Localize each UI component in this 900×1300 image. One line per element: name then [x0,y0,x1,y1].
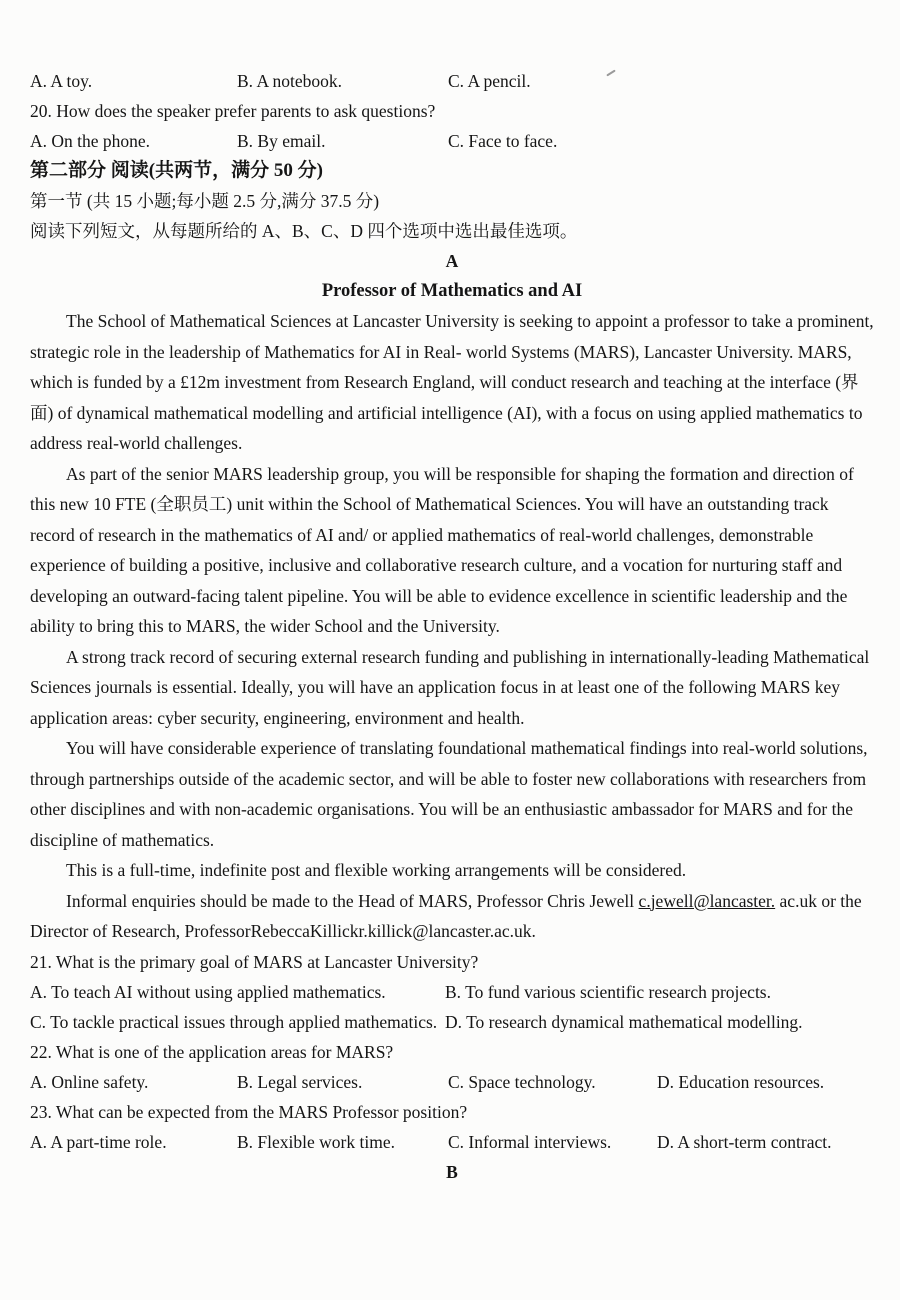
part2-instruction: 阅读下列短文，从每题所给的 A、B、C、D 四个选项中选出最佳选项。 [30,221,578,241]
q19-option-c: C. A pencil. [448,71,531,91]
q19-option-b: B. A notebook. [237,71,343,91]
passage-a-paragraph-1: The School of Mathematical Sciences at Lancaster University is seeking to appoint a professor to take a prominent, strategic role in the leadership of Mathematics for AI in Real- world Systems (MARS), Lancaster University. MARS, which is funded by a £12m investment from Research England, will conduct research and teaching at the interface (界面) of dynamical mathematical modelling and artificial intelligence (AI), with a focus on using applied mathematics to address real-world challenges. [30,311,874,453]
q23-options-row [30,1127,874,1157]
q22-options-row [30,1067,874,1097]
q21-options-row-2 [30,1007,874,1037]
q21-option-b: B. To fund various scientific research projects. [445,981,771,1002]
passage-b-label: B [446,1161,458,1182]
q21-options-row-1 [30,977,874,1007]
passage-a-paragraph-2: As part of the senior MARS leadership group, you will be responsible for shaping the formation and direction of this new 10 FTE (全职员工) unit within the School of Mathematical Sciences. You will have an outstanding track record of research in the mathematics of AI and/ or applied mathematics of real-world challenges, demonstrable experience of building a positive, inclusive and collaborative research culture, and a vocation for nurturing staff and developing an outward-facing talent pipeline. You will be able to evidence excellence in scientific leadership and the ability to bring this to MARS, the wider School and the University. [30,463,854,636]
part2-heading: 第二部分 阅读(共两节，满分 50 分) [30,160,323,181]
q20-question: 20. How does the speaker prefer parents to ask questions? [30,101,436,121]
q20-option-c: C. Face to face. [448,131,558,151]
q21-question: 21. What is the primary goal of MARS at Lancaster University? [30,951,479,972]
passage-a-title: Professor of Mathematics and AI [321,281,583,301]
q20-option-b: B. By email. [237,131,326,151]
contact-text-pre: Informal enquiries should be made to the Head of MARS, Professor Chris Jewell [66,890,639,911]
passage-a-paragraph-4: You will have considerable experience of translating foundational mathematical findings into real-world solutions, through partnerships outside of the academic sector, and will be able to foster new collaborations with researchers from other disciplines and with non-academic organisations. You will be an enthusiastic ambassador for MARS and for the discipline of mathematics. [30,738,868,850]
q21-option-c: C. To tackle practical issues through applied mathematics. [30,1011,438,1032]
contact-email-link: c.jewell@lancaster. [638,890,776,911]
q22-question: 22. What is one of the application areas for MARS? [30,1041,394,1062]
q21-option-d: D. To research dynamical mathematical modelling. [445,1011,803,1032]
q21-option-a: A. To teach AI without using applied mathematics. [30,981,386,1002]
q20-option-a: A. On the phone. [30,131,151,151]
q22-option-a: A. Online safety. [30,1071,149,1092]
q19-options-row [30,66,874,96]
q23-option-b: B. Flexible work time. [237,1131,395,1152]
passage-a-paragraph-3: A strong track record of securing external research funding and publishing in internationally-leading Mathematical Sciences journals is essential. Ideally, you will have an application focus in at least one of the following MARS key application areas: cyber security, engineering, environment and health. [30,646,870,728]
part2-subheading: 第一节 (共 15 小题;每小题 2.5 分,满分 37.5 分) [30,191,380,211]
q23-question: 23. What can be expected from the MARS Professor position? [30,1101,468,1122]
q22-option-b: B. Legal services. [237,1071,363,1092]
q22-option-c: C. Space technology. [448,1071,596,1092]
q23-option-a: A. A part-time role. [30,1131,167,1152]
passage-a-paragraph-6 [30,886,874,947]
q23-option-d: D. A short-term contract. [657,1131,832,1152]
passage-a-paragraph-5: This is a full-time, indefinite post and flexible working arrangements will be considered. [66,860,687,880]
passage-a-label: A [445,251,459,271]
contact-text-post: ac.uk or the Director of Research, ProfessorRebeccaKillickr.killick@lancaster.ac.uk. [30,890,862,941]
q23-option-c: C. Informal interviews. [448,1131,612,1152]
q22-option-d: D. Education resources. [657,1071,825,1092]
passage-a-body [30,306,874,947]
q20-options-row [30,126,874,156]
q19-option-a: A. A toy. [30,71,93,91]
